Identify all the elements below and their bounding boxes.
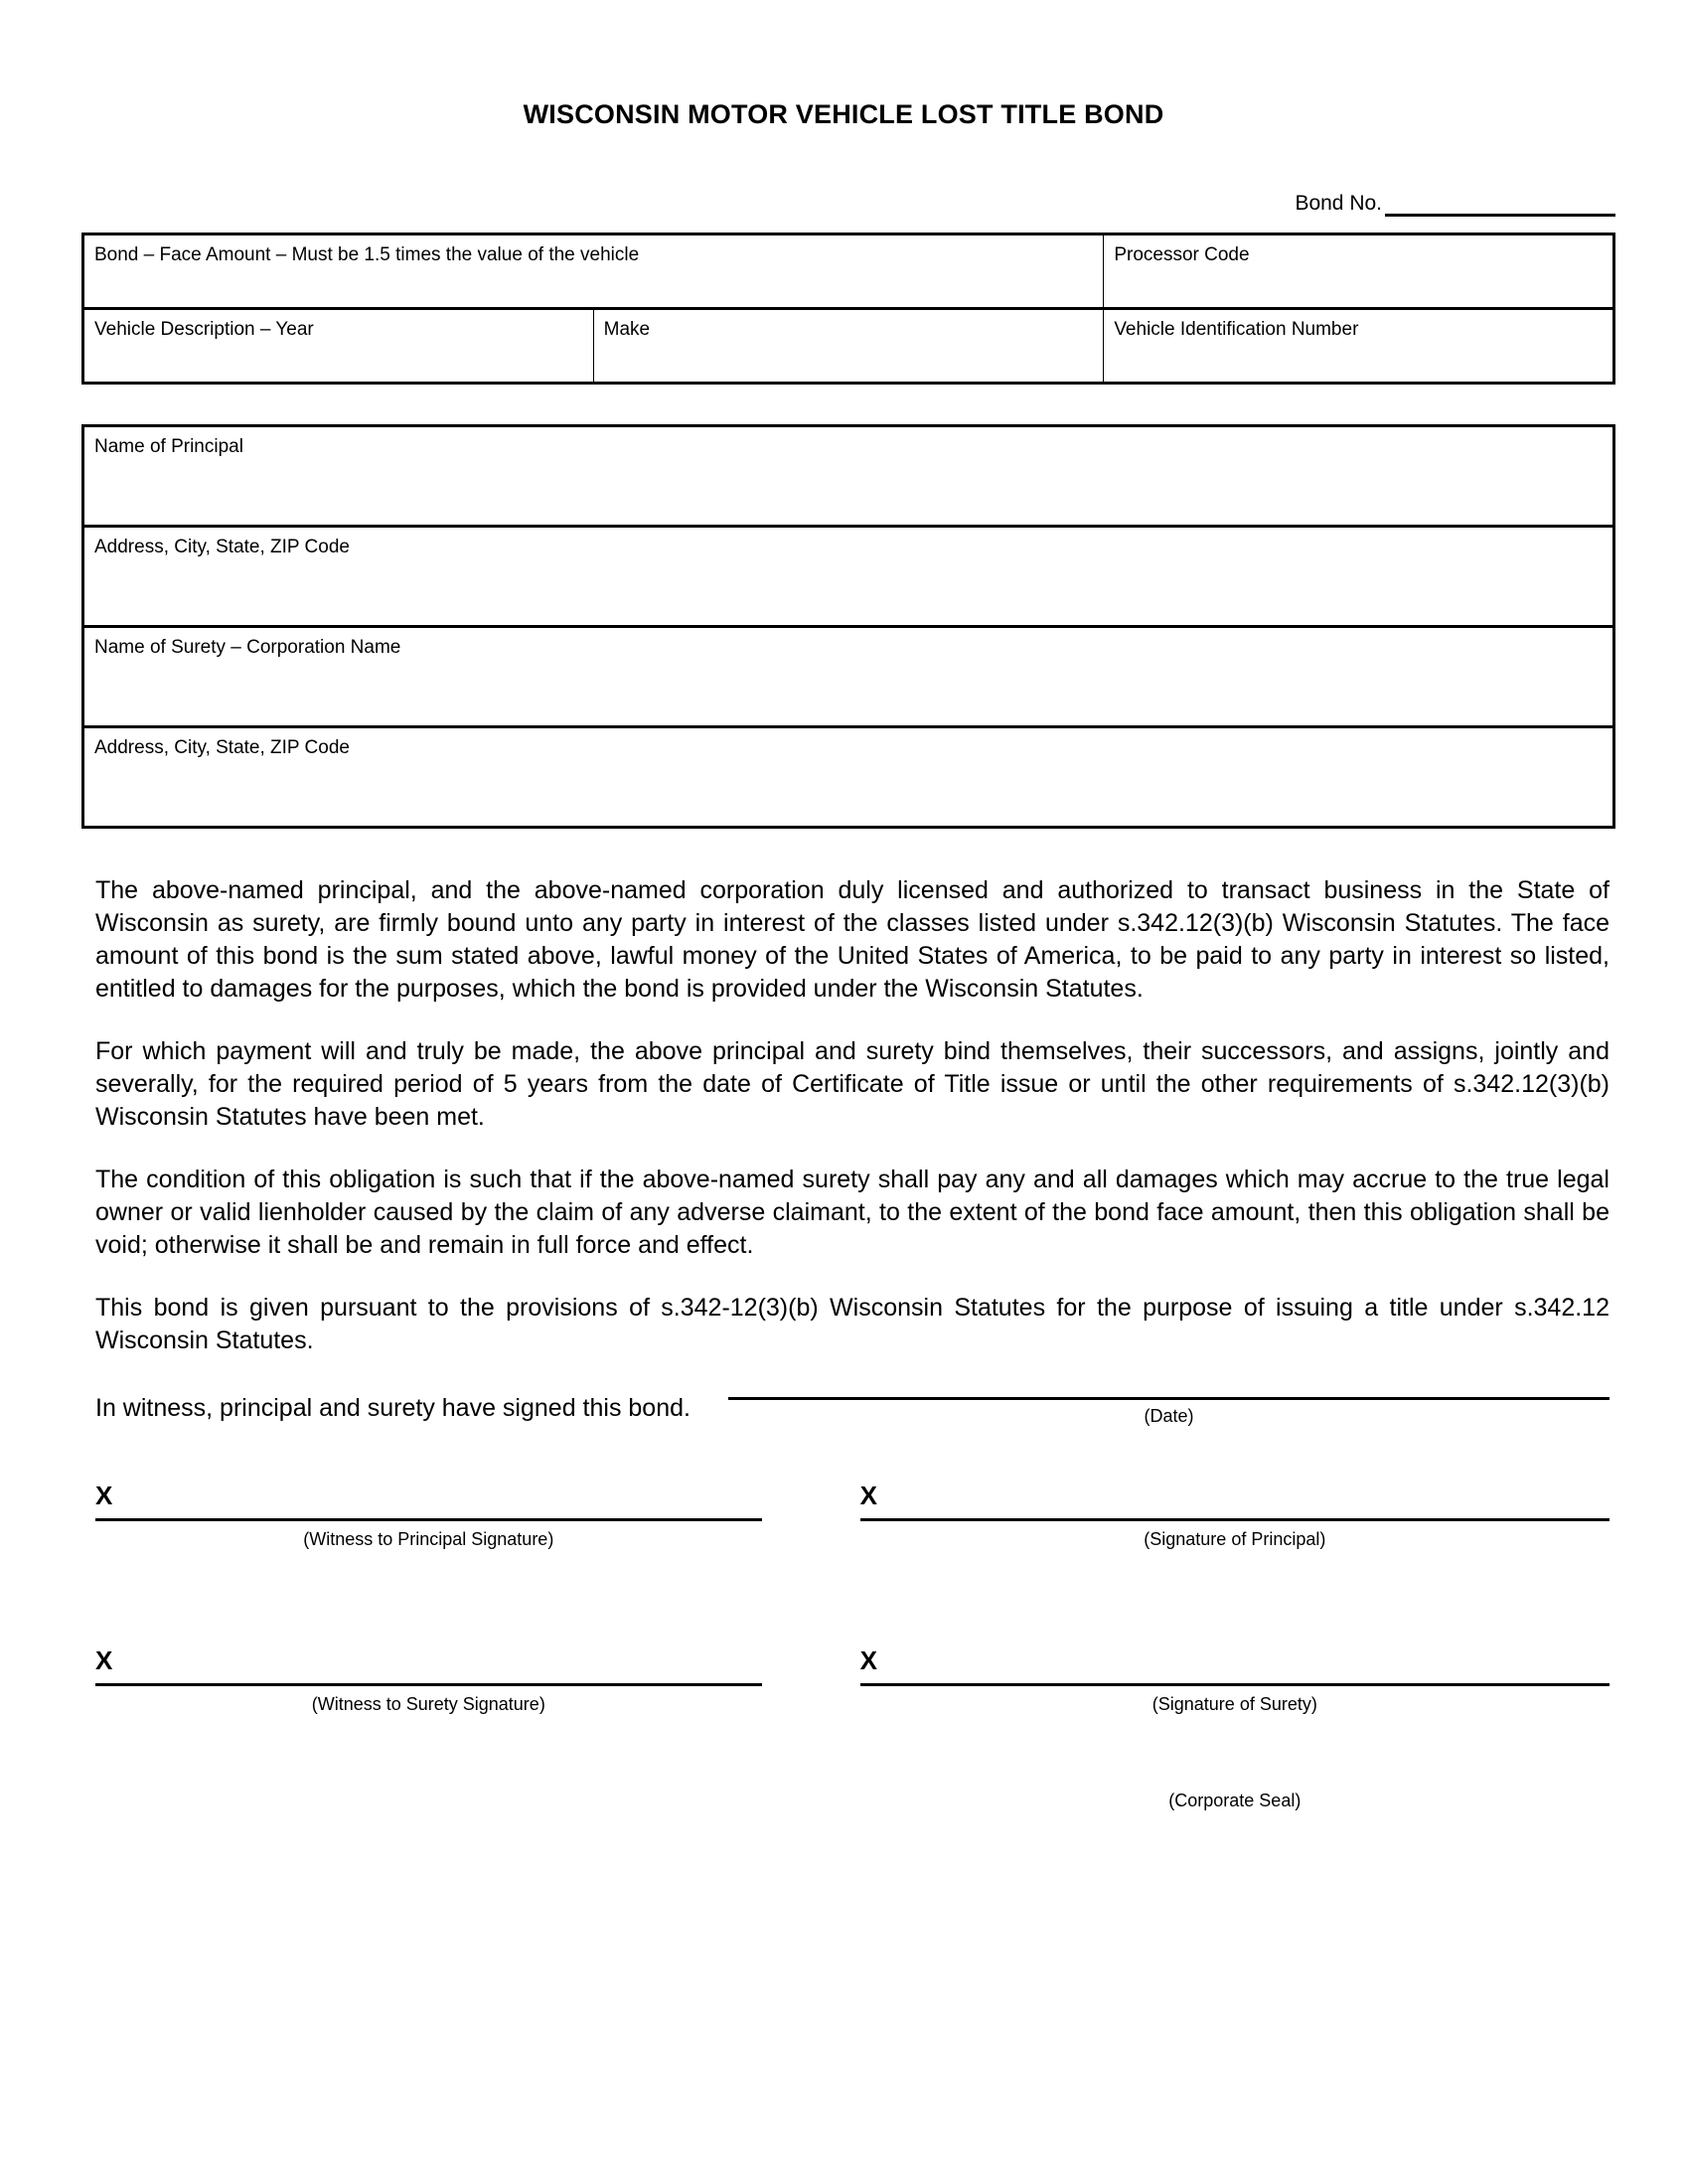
bond-number-row	[0, 192, 1687, 217]
paragraph-statutory-purpose: This bond is given pursuant to the provisions of s.342-12(3)(b) Wisconsin Statutes for the purpose of issuing a title under s.342.12 Wisconsin Statutes.	[95, 1294, 1610, 1354]
paragraph-obligation-parties: The above-named principal, and the above-named corporation duly licensed and authorized to transact business in the State of Wisconsin as surety, are firmly bound unto any party in interest of the classes listed under s.342.12(3)(b) Wisconsin Statutes. The face amount of this bond is the sum stated above, lawful money of the United States of America, to be paid to any party in interest so listed, entitled to damages for the purposes, which the bond is provided under the Wisconsin Statutes.	[95, 876, 1610, 1003]
paragraph-payment-term: For which payment will and truly be made, the above principal and surety bind themselves, their successors, and assigns, jointly and severally, for the required period of 5 years from the date of Certificate of Title issue or until the other requirements of s.342.12(3)(b) Wisconsin Statutes have been met.	[95, 1037, 1610, 1131]
witness-principal-input[interactable]	[95, 1512, 762, 1521]
vehicle-make-label: Make	[603, 319, 651, 340]
surety-signature-input[interactable]	[860, 1677, 1610, 1686]
form-tables	[0, 233, 1687, 829]
signature-grid	[0, 1482, 1687, 1715]
x-mark-icon: X	[95, 1481, 113, 1510]
table-row	[83, 309, 1614, 384]
signature-row-surety	[95, 1647, 1610, 1715]
face-amount-label: Bond – Face Amount – Must be 1.5 times the value of the vehicle	[94, 244, 640, 265]
surety-signature-caption: (Signature of Surety)	[1151, 1694, 1317, 1714]
vehicle-year-cell[interactable]	[83, 309, 594, 384]
witness-statement: In witness, principal and surety have signed this bond.	[95, 1394, 690, 1422]
date-caption: (Date)	[1144, 1406, 1194, 1426]
principal-signature-caption: (Signature of Principal)	[1144, 1529, 1326, 1549]
table-row	[83, 234, 1614, 309]
surety-address-cell[interactable]	[83, 727, 1614, 828]
surety-name-cell[interactable]	[83, 627, 1614, 727]
page-title: WISCONSIN MOTOR VEHICLE LOST TITLE BOND	[523, 99, 1164, 129]
surety-signature-field	[860, 1647, 1610, 1715]
bond-vehicle-table	[81, 233, 1615, 385]
bond-body-text	[0, 874, 1687, 1357]
table-row	[83, 426, 1614, 527]
date-field-block	[728, 1371, 1610, 1427]
signature-row-principal	[95, 1482, 1610, 1550]
x-mark-icon: X	[859, 1481, 877, 1510]
bond-number-input[interactable]	[1385, 194, 1615, 217]
face-amount-cell[interactable]	[83, 234, 1104, 309]
witness-surety-caption: (Witness to Surety Signature)	[311, 1694, 545, 1714]
x-mark-icon: X	[95, 1645, 113, 1675]
parties-table	[81, 424, 1615, 829]
witness-principal-caption: (Witness to Principal Signature)	[303, 1529, 554, 1549]
witness-principal-field	[95, 1482, 762, 1550]
vehicle-year-label: Vehicle Description – Year	[94, 319, 314, 340]
date-input[interactable]	[728, 1371, 1610, 1400]
principal-address-label: Address, City, State, ZIP Code	[94, 537, 350, 557]
paragraph-condition: The condition of this obligation is such that if the above-named surety shall pay any and all damages which may accrue to the true legal owner or valid lienholder caused by the claim of any adverse claimant, to the extent of the bond face amount, then this obligation shall be void; otherwise it shall be and remain in full force and effect.	[95, 1166, 1610, 1259]
table-row	[83, 527, 1614, 627]
principal-name-label: Name of Principal	[94, 436, 243, 457]
principal-signature-field	[860, 1482, 1610, 1550]
principal-signature-input[interactable]	[860, 1512, 1610, 1521]
vehicle-vin-label: Vehicle Identification Number	[1114, 319, 1359, 340]
processor-code-label: Processor Code	[1114, 244, 1250, 265]
bond-number-label: Bond No.	[1295, 192, 1382, 215]
vehicle-vin-cell[interactable]	[1104, 309, 1614, 384]
vehicle-make-cell[interactable]	[593, 309, 1104, 384]
corporate-seal-caption: (Corporate Seal)	[1168, 1791, 1302, 1810]
corporate-seal-row	[0, 1791, 1687, 1811]
table-row	[83, 727, 1614, 828]
witness-surety-input[interactable]	[95, 1677, 762, 1686]
principal-name-cell[interactable]	[83, 426, 1614, 527]
surety-name-label: Name of Surety – Corporation Name	[94, 637, 401, 658]
processor-code-cell[interactable]	[1104, 234, 1614, 309]
witness-surety-field	[95, 1647, 762, 1715]
x-mark-icon: X	[859, 1645, 877, 1675]
table-row	[83, 627, 1614, 727]
surety-address-label: Address, City, State, ZIP Code	[94, 737, 350, 758]
witness-statement-row	[0, 1371, 1687, 1427]
principal-address-cell[interactable]	[83, 527, 1614, 627]
